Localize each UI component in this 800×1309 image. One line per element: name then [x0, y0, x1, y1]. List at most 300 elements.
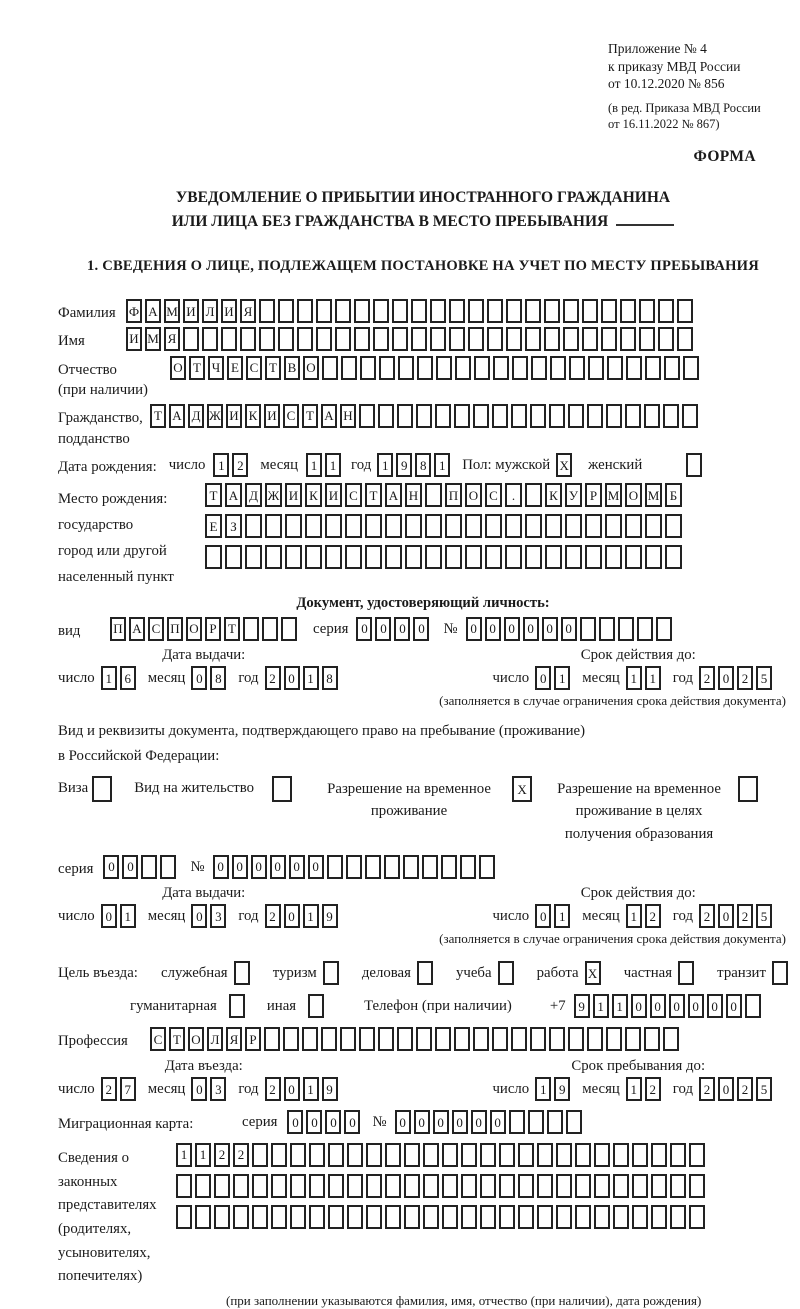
char-box[interactable] — [285, 514, 302, 538]
char-box[interactable]: А — [385, 483, 402, 507]
char-box[interactable] — [485, 545, 502, 569]
char-box[interactable] — [378, 1027, 394, 1051]
char-box[interactable] — [485, 514, 502, 538]
char-box[interactable]: 1 — [195, 1143, 211, 1167]
char-box[interactable] — [214, 1174, 230, 1198]
char-box[interactable]: 0 — [413, 617, 429, 641]
char-box[interactable]: О — [303, 356, 319, 380]
char-box[interactable]: 0 — [375, 617, 391, 641]
char-box[interactable] — [613, 1143, 629, 1167]
char-box[interactable] — [511, 1027, 527, 1051]
char-box[interactable]: 0 — [523, 617, 539, 641]
char-box[interactable] — [606, 1027, 622, 1051]
char-box[interactable] — [493, 356, 509, 380]
char-box[interactable] — [385, 545, 402, 569]
char-box[interactable] — [499, 1143, 515, 1167]
char-box[interactable] — [549, 1027, 565, 1051]
char-box[interactable] — [225, 545, 242, 569]
char-box[interactable]: 8 — [210, 666, 226, 690]
char-box[interactable] — [297, 299, 313, 323]
char-box[interactable]: Ф — [126, 299, 142, 323]
char-box[interactable] — [639, 299, 655, 323]
char-box[interactable] — [245, 514, 262, 538]
char-box[interactable]: 1 — [434, 453, 450, 477]
char-box[interactable] — [528, 1110, 544, 1134]
char-box[interactable]: 1 — [213, 453, 229, 477]
char-box[interactable] — [404, 1205, 420, 1229]
char-box[interactable]: 0 — [466, 617, 482, 641]
char-box[interactable] — [423, 1143, 439, 1167]
char-box[interactable] — [499, 1205, 515, 1229]
char-box[interactable] — [587, 404, 603, 428]
char-box[interactable] — [518, 1174, 534, 1198]
char-box[interactable]: 0 — [251, 855, 267, 879]
char-box[interactable] — [264, 1027, 280, 1051]
char-box[interactable] — [445, 514, 462, 538]
char-box[interactable]: 0 — [490, 1110, 506, 1134]
checkbox-purpose[interactable] — [498, 961, 514, 985]
char-box[interactable] — [262, 617, 278, 641]
char-box[interactable]: 0 — [535, 904, 551, 928]
char-box[interactable] — [677, 299, 693, 323]
checkbox-rvp[interactable]: X — [512, 776, 532, 802]
char-box[interactable] — [665, 514, 682, 538]
char-box[interactable]: 0 — [344, 1110, 360, 1134]
char-box[interactable] — [183, 327, 199, 351]
char-box[interactable]: 0 — [631, 994, 647, 1018]
char-box[interactable] — [321, 1027, 337, 1051]
char-box[interactable]: 0 — [284, 904, 300, 928]
char-box[interactable] — [480, 1143, 496, 1167]
char-box[interactable] — [385, 1205, 401, 1229]
char-box[interactable]: 1 — [554, 904, 570, 928]
char-box[interactable] — [632, 1143, 648, 1167]
char-box[interactable] — [442, 1205, 458, 1229]
char-box[interactable]: 5 — [756, 666, 772, 690]
char-box[interactable]: 5 — [756, 1077, 772, 1101]
char-box[interactable] — [365, 855, 381, 879]
char-box[interactable]: 6 — [120, 666, 136, 690]
char-box[interactable] — [449, 327, 465, 351]
char-box[interactable]: Н — [405, 483, 422, 507]
char-box[interactable]: 0 — [191, 1077, 207, 1101]
char-box[interactable]: 2 — [233, 1143, 249, 1167]
char-box[interactable]: Т — [224, 617, 240, 641]
char-box[interactable] — [327, 855, 343, 879]
char-box[interactable] — [385, 514, 402, 538]
char-box[interactable]: 0 — [232, 855, 248, 879]
char-box[interactable]: 9 — [574, 994, 590, 1018]
char-box[interactable]: 1 — [626, 1077, 642, 1101]
char-box[interactable] — [360, 356, 376, 380]
char-box[interactable] — [582, 299, 598, 323]
char-box[interactable]: 0 — [395, 1110, 411, 1134]
char-box[interactable]: 0 — [504, 617, 520, 641]
char-box[interactable] — [366, 1143, 382, 1167]
char-box[interactable] — [384, 855, 400, 879]
char-box[interactable] — [663, 404, 679, 428]
char-box[interactable] — [575, 1174, 591, 1198]
char-box[interactable] — [487, 299, 503, 323]
char-box[interactable] — [328, 1143, 344, 1167]
char-box[interactable]: 0 — [101, 904, 117, 928]
char-box[interactable] — [531, 356, 547, 380]
char-box[interactable] — [677, 327, 693, 351]
char-box[interactable]: С — [485, 483, 502, 507]
char-box[interactable] — [278, 327, 294, 351]
char-box[interactable]: 0 — [213, 855, 229, 879]
char-box[interactable] — [328, 1205, 344, 1229]
checkbox-purpose[interactable] — [323, 961, 339, 985]
char-box[interactable] — [346, 855, 362, 879]
char-box[interactable] — [550, 356, 566, 380]
char-box[interactable] — [309, 1205, 325, 1229]
char-box[interactable] — [625, 514, 642, 538]
char-box[interactable] — [454, 1027, 470, 1051]
char-box[interactable]: О — [186, 617, 202, 641]
char-box[interactable]: 2 — [737, 1077, 753, 1101]
char-box[interactable] — [359, 404, 375, 428]
char-box[interactable] — [397, 404, 413, 428]
char-box[interactable]: 1 — [535, 1077, 551, 1101]
char-box[interactable] — [509, 1110, 525, 1134]
char-box[interactable] — [606, 404, 622, 428]
char-box[interactable]: 0 — [284, 1077, 300, 1101]
char-box[interactable]: Ж — [207, 404, 223, 428]
char-box[interactable] — [525, 299, 541, 323]
char-box[interactable] — [445, 545, 462, 569]
char-box[interactable] — [265, 545, 282, 569]
checkbox-purpose[interactable] — [234, 961, 250, 985]
char-box[interactable]: Т — [169, 1027, 185, 1051]
checkbox-visa[interactable] — [92, 776, 112, 802]
char-box[interactable] — [397, 1027, 413, 1051]
char-box[interactable] — [580, 617, 596, 641]
char-box[interactable] — [359, 1027, 375, 1051]
char-box[interactable] — [423, 1174, 439, 1198]
char-box[interactable]: Р — [585, 483, 602, 507]
char-box[interactable]: 1 — [377, 453, 393, 477]
checkbox-residence-permit[interactable] — [272, 776, 292, 802]
char-box[interactable]: 1 — [593, 994, 609, 1018]
char-box[interactable] — [297, 327, 313, 351]
char-box[interactable] — [335, 327, 351, 351]
char-box[interactable] — [354, 327, 370, 351]
char-box[interactable]: Н — [340, 404, 356, 428]
char-box[interactable] — [670, 1205, 686, 1229]
char-box[interactable]: А — [169, 404, 185, 428]
char-box[interactable] — [305, 545, 322, 569]
char-box[interactable] — [492, 404, 508, 428]
checkbox-purpose[interactable]: X — [585, 961, 601, 985]
char-box[interactable] — [411, 327, 427, 351]
char-box[interactable]: 1 — [120, 904, 136, 928]
char-box[interactable]: 0 — [485, 617, 501, 641]
char-box[interactable] — [285, 545, 302, 569]
char-box[interactable] — [585, 514, 602, 538]
char-box[interactable] — [683, 356, 699, 380]
char-box[interactable]: 2 — [737, 904, 753, 928]
char-box[interactable] — [290, 1205, 306, 1229]
char-box[interactable] — [518, 1143, 534, 1167]
char-box[interactable]: Т — [205, 483, 222, 507]
char-box[interactable] — [645, 356, 661, 380]
char-box[interactable] — [613, 1205, 629, 1229]
char-box[interactable] — [411, 299, 427, 323]
char-box[interactable] — [176, 1205, 192, 1229]
char-box[interactable] — [347, 1143, 363, 1167]
char-box[interactable]: 9 — [396, 453, 412, 477]
char-box[interactable]: 2 — [645, 1077, 661, 1101]
char-box[interactable]: 2 — [265, 1077, 281, 1101]
char-box[interactable] — [473, 1027, 489, 1051]
char-box[interactable]: 3 — [210, 1077, 226, 1101]
char-box[interactable] — [305, 514, 322, 538]
char-box[interactable]: 3 — [210, 904, 226, 928]
char-box[interactable] — [587, 1027, 603, 1051]
char-box[interactable] — [281, 617, 297, 641]
char-box[interactable] — [537, 1143, 553, 1167]
char-box[interactable]: 0 — [306, 1110, 322, 1134]
char-box[interactable] — [620, 327, 636, 351]
char-box[interactable]: 9 — [554, 1077, 570, 1101]
char-box[interactable] — [537, 1205, 553, 1229]
char-box[interactable]: 2 — [699, 904, 715, 928]
char-box[interactable]: З — [225, 514, 242, 538]
char-box[interactable]: 1 — [176, 1143, 192, 1167]
char-box[interactable]: Т — [265, 356, 281, 380]
char-box[interactable] — [449, 299, 465, 323]
char-box[interactable]: 8 — [322, 666, 338, 690]
char-box[interactable]: Д — [188, 404, 204, 428]
char-box[interactable] — [506, 299, 522, 323]
char-box[interactable]: 0 — [452, 1110, 468, 1134]
char-box[interactable] — [309, 1174, 325, 1198]
char-box[interactable]: 0 — [688, 994, 704, 1018]
char-box[interactable] — [425, 483, 442, 507]
char-box[interactable] — [366, 1205, 382, 1229]
char-box[interactable] — [594, 1143, 610, 1167]
char-box[interactable] — [511, 404, 527, 428]
char-box[interactable] — [465, 545, 482, 569]
char-box[interactable]: 0 — [356, 617, 372, 641]
checkbox-purpose[interactable] — [417, 961, 433, 985]
char-box[interactable] — [568, 1027, 584, 1051]
char-box[interactable]: Е — [205, 514, 222, 538]
char-box[interactable]: Е — [227, 356, 243, 380]
char-box[interactable] — [460, 855, 476, 879]
char-box[interactable]: Я — [226, 1027, 242, 1051]
char-box[interactable]: 0 — [191, 666, 207, 690]
char-box[interactable] — [195, 1205, 211, 1229]
char-box[interactable] — [599, 617, 615, 641]
char-box[interactable] — [442, 1174, 458, 1198]
char-box[interactable] — [644, 404, 660, 428]
char-box[interactable] — [594, 1205, 610, 1229]
char-box[interactable] — [205, 545, 222, 569]
char-box[interactable]: 1 — [612, 994, 628, 1018]
char-box[interactable] — [682, 404, 698, 428]
char-box[interactable] — [664, 356, 680, 380]
char-box[interactable]: А — [321, 404, 337, 428]
char-box[interactable]: И — [325, 483, 342, 507]
char-box[interactable] — [240, 327, 256, 351]
char-box[interactable] — [575, 1205, 591, 1229]
char-box[interactable]: 2 — [737, 666, 753, 690]
char-box[interactable]: 2 — [232, 453, 248, 477]
char-box[interactable] — [365, 514, 382, 538]
char-box[interactable] — [601, 327, 617, 351]
char-box[interactable] — [620, 299, 636, 323]
char-box[interactable]: Б — [665, 483, 682, 507]
char-box[interactable] — [651, 1143, 667, 1167]
char-box[interactable] — [345, 545, 362, 569]
char-box[interactable] — [461, 1174, 477, 1198]
char-box[interactable] — [325, 545, 342, 569]
char-box[interactable]: 0 — [650, 994, 666, 1018]
char-box[interactable] — [487, 327, 503, 351]
char-box[interactable]: 1 — [626, 904, 642, 928]
char-box[interactable]: 0 — [394, 617, 410, 641]
char-box[interactable] — [392, 327, 408, 351]
char-box[interactable] — [341, 356, 357, 380]
char-box[interactable] — [302, 1027, 318, 1051]
char-box[interactable] — [518, 1205, 534, 1229]
char-box[interactable]: К — [305, 483, 322, 507]
char-box[interactable] — [537, 1174, 553, 1198]
char-box[interactable] — [585, 545, 602, 569]
char-box[interactable] — [530, 1027, 546, 1051]
char-box[interactable] — [505, 514, 522, 538]
char-box[interactable]: 1 — [325, 453, 341, 477]
char-box[interactable] — [233, 1174, 249, 1198]
char-box[interactable] — [468, 327, 484, 351]
char-box[interactable] — [556, 1143, 572, 1167]
char-box[interactable]: 9 — [322, 904, 338, 928]
char-box[interactable]: 2 — [645, 904, 661, 928]
char-box[interactable] — [425, 545, 442, 569]
char-box[interactable] — [556, 1205, 572, 1229]
char-box[interactable] — [290, 1143, 306, 1167]
char-box[interactable] — [436, 356, 452, 380]
char-box[interactable]: 0 — [707, 994, 723, 1018]
char-box[interactable] — [582, 327, 598, 351]
char-box[interactable] — [195, 1174, 211, 1198]
char-box[interactable]: 1 — [306, 453, 322, 477]
char-box[interactable] — [425, 514, 442, 538]
char-box[interactable] — [340, 1027, 356, 1051]
char-box[interactable]: . — [505, 483, 522, 507]
char-box[interactable]: А — [145, 299, 161, 323]
char-box[interactable] — [455, 356, 471, 380]
char-box[interactable]: Л — [202, 299, 218, 323]
char-box[interactable]: 0 — [535, 666, 551, 690]
char-box[interactable] — [430, 327, 446, 351]
char-box[interactable] — [665, 545, 682, 569]
char-box[interactable]: 0 — [718, 904, 734, 928]
char-box[interactable]: 0 — [270, 855, 286, 879]
char-box[interactable] — [468, 299, 484, 323]
char-box[interactable] — [575, 1143, 591, 1167]
char-box[interactable]: Я — [240, 299, 256, 323]
checkbox-male[interactable]: X — [556, 453, 572, 477]
char-box[interactable] — [512, 356, 528, 380]
char-box[interactable] — [283, 1027, 299, 1051]
char-box[interactable] — [252, 1143, 268, 1167]
char-box[interactable] — [252, 1174, 268, 1198]
char-box[interactable]: 0 — [325, 1110, 341, 1134]
char-box[interactable] — [416, 404, 432, 428]
char-box[interactable]: С — [246, 356, 262, 380]
char-box[interactable]: С — [345, 483, 362, 507]
char-box[interactable]: П — [445, 483, 462, 507]
char-box[interactable]: М — [645, 483, 662, 507]
char-box[interactable]: 5 — [756, 904, 772, 928]
char-box[interactable]: Л — [207, 1027, 223, 1051]
char-box[interactable]: 2 — [101, 1077, 117, 1101]
char-box[interactable]: М — [164, 299, 180, 323]
char-box[interactable] — [316, 327, 332, 351]
char-box[interactable] — [506, 327, 522, 351]
char-box[interactable] — [689, 1205, 705, 1229]
char-box[interactable] — [259, 327, 275, 351]
char-box[interactable] — [233, 1205, 249, 1229]
char-box[interactable] — [545, 545, 562, 569]
char-box[interactable] — [378, 404, 394, 428]
char-box[interactable] — [530, 404, 546, 428]
char-box[interactable] — [278, 299, 294, 323]
char-box[interactable] — [271, 1143, 287, 1167]
char-box[interactable] — [605, 545, 622, 569]
char-box[interactable] — [422, 855, 438, 879]
char-box[interactable]: 0 — [308, 855, 324, 879]
char-box[interactable]: 1 — [303, 666, 319, 690]
char-box[interactable] — [651, 1174, 667, 1198]
char-box[interactable] — [373, 327, 389, 351]
char-box[interactable] — [252, 1205, 268, 1229]
char-box[interactable] — [556, 1174, 572, 1198]
char-box[interactable]: В — [284, 356, 300, 380]
char-box[interactable]: И — [285, 483, 302, 507]
char-box[interactable]: И — [183, 299, 199, 323]
char-box[interactable] — [479, 855, 495, 879]
char-box[interactable] — [392, 299, 408, 323]
char-box[interactable] — [568, 404, 584, 428]
char-box[interactable]: 0 — [726, 994, 742, 1018]
char-box[interactable]: 9 — [322, 1077, 338, 1101]
char-box[interactable] — [202, 327, 218, 351]
char-box[interactable] — [505, 545, 522, 569]
char-box[interactable] — [549, 404, 565, 428]
char-box[interactable]: 0 — [718, 1077, 734, 1101]
char-box[interactable] — [547, 1110, 563, 1134]
char-box[interactable] — [499, 1174, 515, 1198]
checkbox-purpose[interactable] — [772, 961, 788, 985]
char-box[interactable]: 7 — [120, 1077, 136, 1101]
char-box[interactable]: 0 — [718, 666, 734, 690]
char-box[interactable] — [465, 514, 482, 538]
char-box[interactable] — [625, 404, 641, 428]
char-box[interactable]: И — [226, 404, 242, 428]
char-box[interactable] — [473, 404, 489, 428]
char-box[interactable] — [379, 356, 395, 380]
char-box[interactable] — [365, 545, 382, 569]
char-box[interactable] — [645, 545, 662, 569]
char-box[interactable] — [309, 1143, 325, 1167]
char-box[interactable] — [271, 1174, 287, 1198]
char-box[interactable] — [565, 545, 582, 569]
char-box[interactable] — [328, 1174, 344, 1198]
